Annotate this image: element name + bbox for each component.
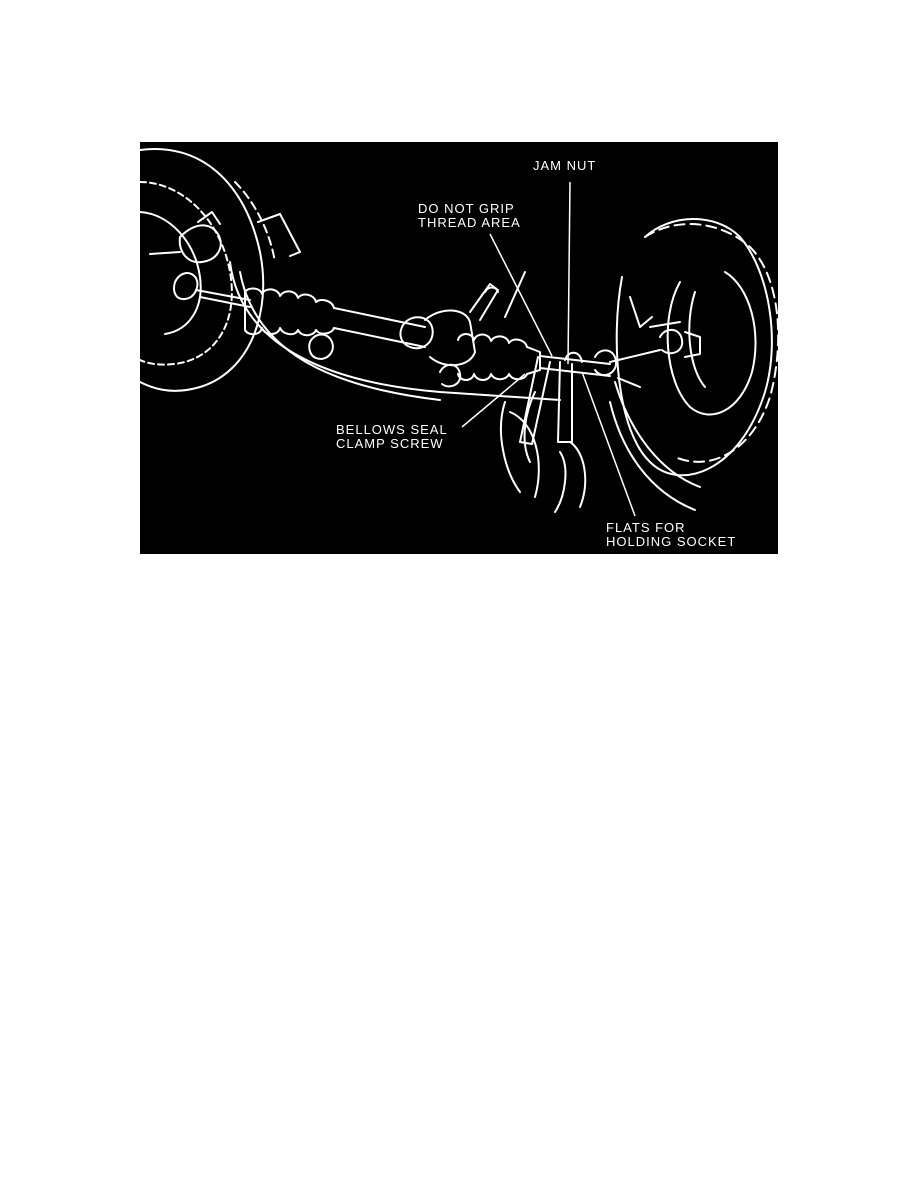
do-not-grip-label [418,202,521,230]
steering-rack-illustration [140,142,778,554]
flats-label-line-2: HOLDING SOCKET [606,534,737,549]
pinion-housing [400,272,525,386]
jam-nut-label [533,159,596,173]
do-not-grip-label-line-2: THREAD AREA [418,215,521,230]
leader-lines [462,182,635,516]
left-wheel [140,149,275,391]
flats-label-line-1: FLATS FOR [606,520,686,535]
jam-nut-label-line-1: JAM NUT [533,158,597,173]
bellows-seal-leader [462,374,525,427]
right-wheel [610,219,778,510]
flats-leader [582,372,635,516]
right-bellows [458,334,540,380]
do-not-grip-label-line-1: DO NOT GRIP [418,201,515,216]
left-bellows [245,288,334,335]
left-bracket [258,214,300,256]
wrenches-and-hands [501,357,585,512]
bellows-seal-label [336,423,448,451]
thread-area-leader [490,234,552,356]
tie-rod-end [540,350,660,387]
bellows-seal-label-line-1: BELLOWS SEAL [336,422,448,437]
bellows-seal-label-line-2: CLAMP SCREW [336,436,444,451]
flats-label [606,521,736,549]
jam-nut-leader [568,182,570,364]
